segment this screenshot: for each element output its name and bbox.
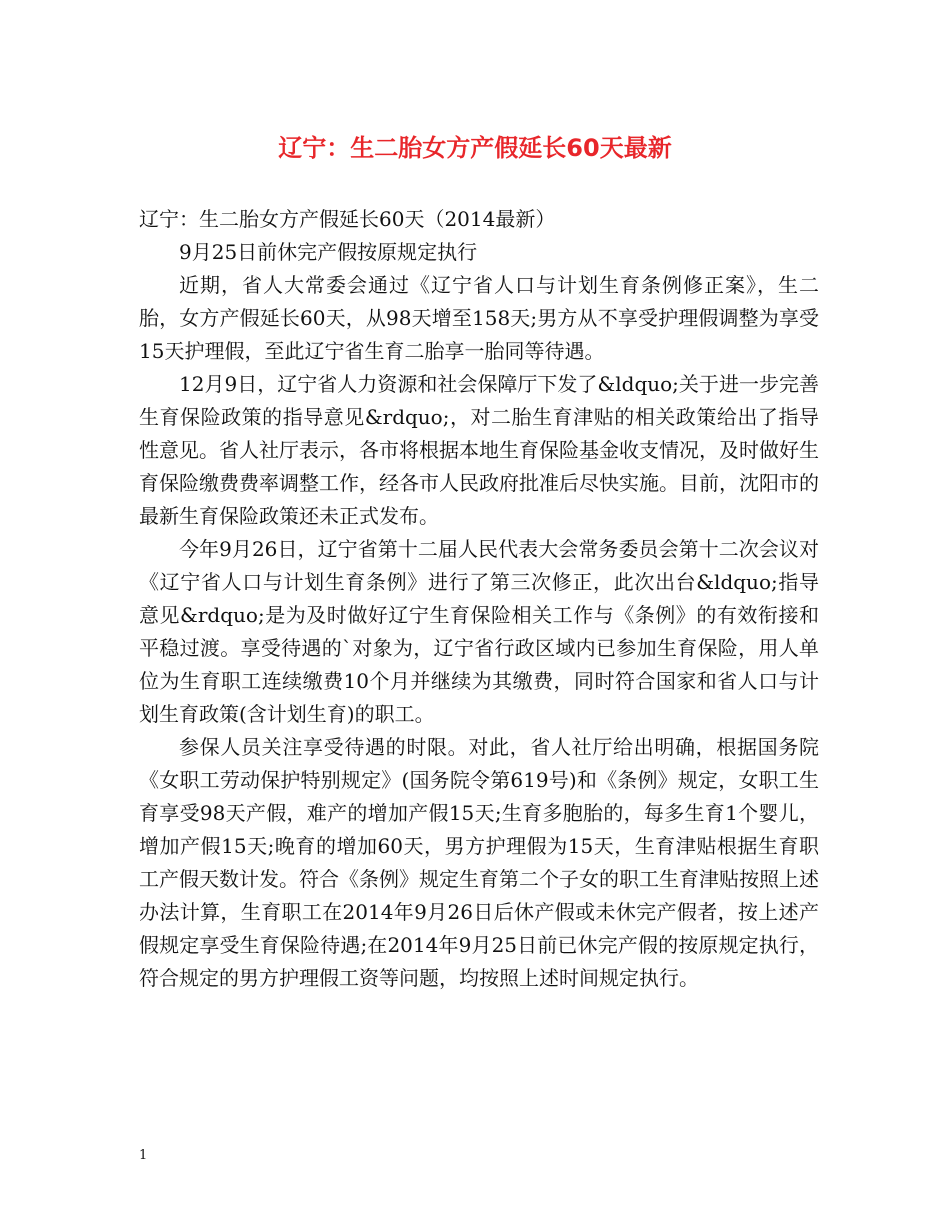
body-paragraph: 近期，省人大常委会通过《辽宁省人口与计划生育条例修正案》，生二胎，女方产假延长60天，从98天增至158天;男方从不享受护理假调整为享受15天护理假，至此辽宁省生育二胎享一胎同等待遇。: [139, 273, 819, 363]
document-body: [139, 203, 819, 995]
body-paragraph: 参保人员关注享受待遇的时限。对此，省人社厅给出明确，根据国务院《女职工劳动保护特别规定》(国务院令第619号)和《条例》规定，女职工生育享受98天产假，难产的增加产假15天;生育多胞胎的，每多生育1个婴儿，增加产假15天;晚育的增加60天，男方护理假为15天，生育津贴根据生育职工产假天数计发。符合《条例》规定生育第二个子女的职工生育津贴按照上述办法计算，生育职工在2014年9月26日后休产假或未休完产假者，按上述产假规定享受生育保险待遇;在2014年9月25日前已休完产假的按原规定执行，符合规定的男方护理假工资等问题，均按照上述时间规定执行。: [139, 735, 819, 990]
body-paragraph: 今年9月26日，辽宁省第十二届人民代表大会常务委员会第十二次会议对《辽宁省人口与计划生育条例》进行了第三次修正，此次出台&ldquo;指导意见&rdquo;是为及时做好辽宁生育保险相关工作与《条例》的有效衔接和平稳过渡。享受待遇的`对象为，辽宁省行政区域内已参加生育保险，用人单位为生育职工连续缴费10个月并继续为其缴费，同时符合国家和省人口与计划生育政策(含计划生育)的职工。: [139, 537, 819, 726]
body-paragraph: 12月9日，辽宁省人力资源和社会保障厅下发了&ldquo;关于进一步完善生育保险政策的指导意见&rdquo;，对二胎生育津贴的相关政策给出了指导性意见。省人社厅表示，各市将根据本地生育保险基金收支情况，及时做好生育保险缴费费率调整工作，经各市人民政府批准后尽快实施。目前，沈阳市的最新生育保险政策还未正式发布。: [139, 372, 819, 528]
page-number: 1: [139, 1148, 148, 1163]
document-title: 辽宁：生二胎女方产假延长60天最新: [278, 134, 672, 162]
body-paragraph: 9月25日前休完产假按原规定执行: [179, 240, 478, 264]
subtitle-paragraph: 辽宁：生二胎女方产假延长60天（2014最新）: [139, 207, 556, 231]
